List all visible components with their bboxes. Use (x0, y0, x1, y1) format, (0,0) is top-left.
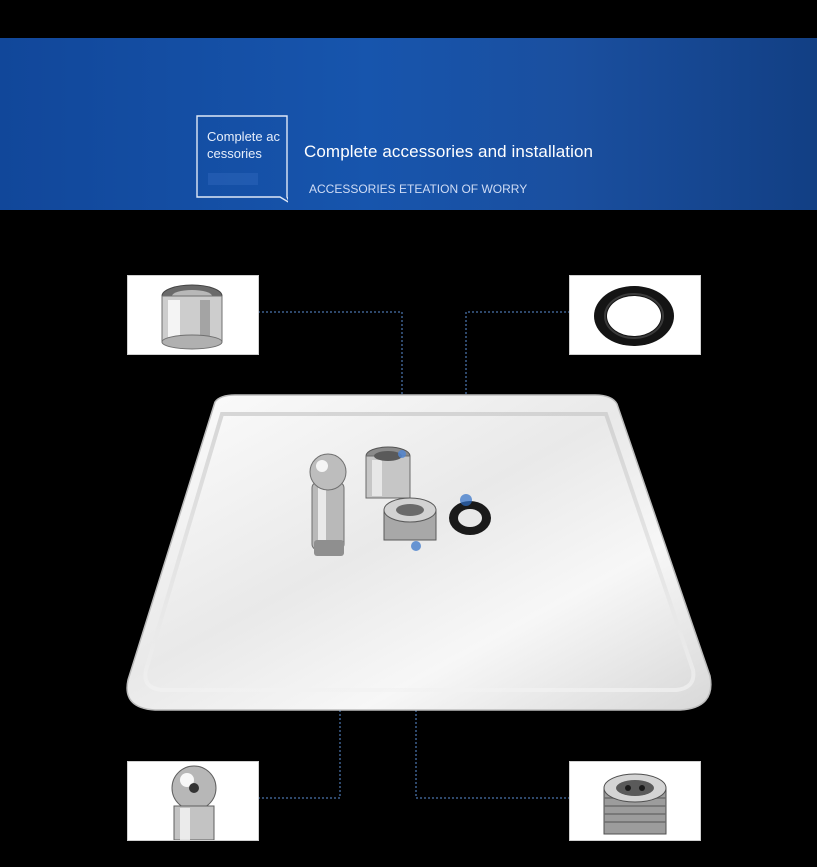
thumbnail-ball-joint (127, 761, 259, 841)
filter-nut-icon (570, 762, 700, 840)
thumbnail-filter-nut (569, 761, 701, 841)
shower-head-plate (120, 390, 720, 720)
adapter-icon (128, 276, 258, 354)
banner-title: Complete accessories and installation (304, 142, 594, 161)
ball-joint-part (310, 454, 346, 556)
thumbnail-washer (569, 275, 701, 355)
ball-joint-icon (128, 762, 258, 840)
washer-part (449, 501, 491, 535)
filter-nut-part (384, 498, 436, 540)
section-badge-label: Complete accessories (207, 129, 280, 161)
washer-icon (570, 276, 700, 354)
thumbnail-adapter (127, 275, 259, 355)
banner-subtitle: ACCESSORIES ETEATION OF WORRY (309, 182, 528, 196)
